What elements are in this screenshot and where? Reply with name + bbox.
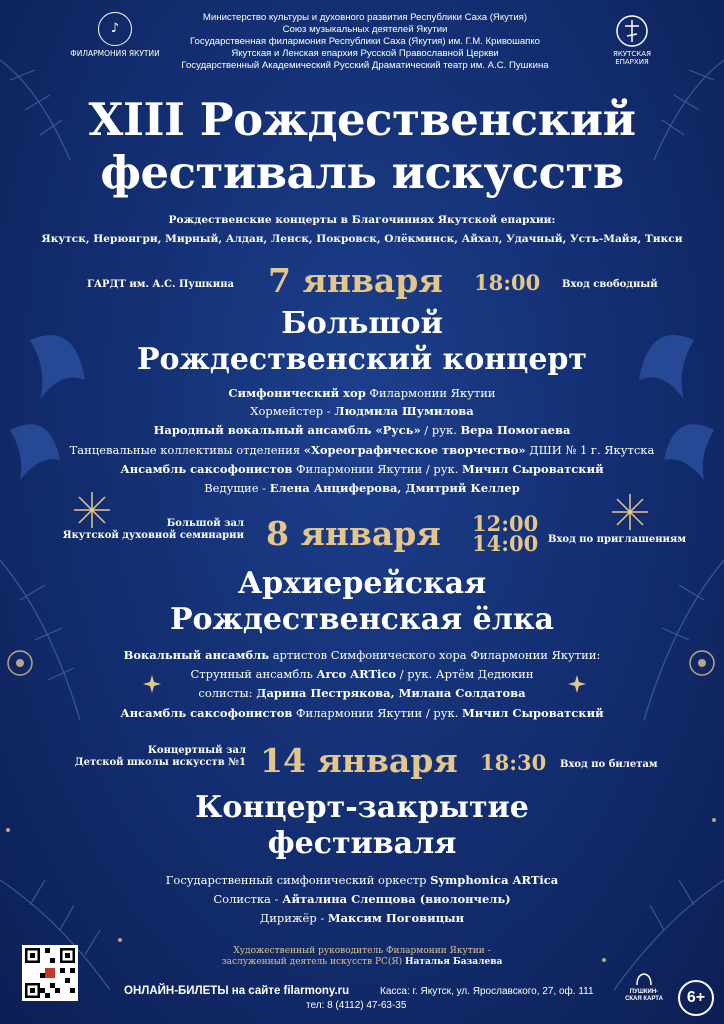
event-title-line: Рождественская ёлка [169, 602, 554, 637]
performer-line: Государственный симфонический оркестр Symphonica ARTica [165, 873, 559, 887]
organizers-list [160, 12, 570, 72]
performer-line: Хормейстер - Людмила Шумилова [250, 404, 474, 418]
event-date: 7 января [268, 261, 443, 300]
event-title-line: Архиерейская [237, 566, 487, 601]
phone-number: тел: 8 (4112) 47-63-35 [306, 1000, 407, 1011]
event-3-title [0, 790, 724, 862]
online-tickets-link[interactable]: ОНЛАЙН-БИЛЕТЫ на сайте filarmony.ru [124, 985, 350, 997]
philharmonic-logo-text: ФИЛАРМОНИЯ ЯКУТИИ [70, 49, 160, 58]
performer-line: Танцевальные коллективы отделения «Хореографическое творчество» ДШИ № 1 г. Якутска [69, 443, 655, 457]
artistic-director-credit [0, 946, 724, 968]
event-time: 14:00 [472, 531, 539, 556]
event-time: 12:00 [472, 511, 539, 536]
event-entry-info: Вход по приглашениям [548, 534, 687, 545]
event-venue-line: Якутской духовной семинарии [62, 530, 244, 541]
performer-line: Ансамбль саксофонистов Филармонии Якутии / рук. Мичил Сыроватский [120, 706, 604, 720]
performer-line: Солистка - Айталина Слепцова (виолончель) [213, 892, 511, 906]
event-2-info [0, 513, 724, 557]
event-title-line: Большой [281, 306, 443, 341]
event-title-line: фестиваля [267, 826, 457, 861]
event-venue-line: Детской школы искусств №1 [74, 757, 246, 768]
pushkin-card-text: ПУШКИН-СКАЯ КАРТА [625, 989, 663, 1002]
event-title-line: Концерт-закрытие [195, 790, 529, 825]
organizer-line: Государственный Академический Русский Драматический театр им. А.С. Пушкина [181, 60, 549, 71]
event-venue [20, 518, 244, 542]
performer-line: Струнный ансамбль Arco ARTico / рук. Артём Дедюкин [190, 667, 534, 681]
festival-title-line: XIII Рождественский [88, 93, 636, 146]
regional-cities-list: Якутск, Нерюнгри, Мирный, Алдан, Ленск, Покровск, Олёкминск, Айхал, Удачный, Усть-Майя, Тикси [41, 233, 683, 245]
organizer-line: Якутская и Ленская епархия Русской Православной Церкви [231, 48, 499, 59]
philharmonic-emblem-icon: ♪ [98, 12, 132, 46]
artistic-director-title: Художественный руководитель Филармонии Якутии - [233, 946, 491, 956]
event-entry-info: Вход по билетам [560, 759, 658, 770]
festival-title-line: фестиваль искусств [100, 146, 624, 199]
event-venue [14, 745, 246, 769]
star-sparkle-icon [568, 675, 586, 693]
event-2-title [0, 566, 724, 638]
event-time: 18:00 [474, 270, 541, 295]
qr-code-icon[interactable] [22, 945, 78, 1001]
event-3-info [0, 742, 724, 784]
age-rating-badge: 6+ [678, 980, 714, 1016]
eparchy-logo [606, 14, 658, 66]
performer-line: Симфонический хор Филармонии Якутии [228, 386, 496, 400]
event-venue: ГАРДТ им. А.С. Пушкина [86, 279, 234, 290]
pushkin-card-logo [624, 972, 664, 1003]
performer-line: солисты: Дарина Пестрякова, Милана Солдатова [198, 686, 526, 700]
event-date: 8 января [266, 514, 441, 553]
event-1-title [0, 306, 724, 378]
pushkin-card-icon [633, 972, 655, 986]
box-office-address: Касса: г. Якутск, ул. Ярославского, 27, оф. 111 [380, 986, 594, 997]
performer-line: Ведущие - Елена Анциферова, Дмитрий Келлер [204, 481, 520, 495]
organizer-line: Министерство культуры и духовного развития Республики Саха (Якутия) [202, 12, 528, 23]
star-sparkle-icon [143, 675, 161, 693]
performer-line: Вокальный ансамбль артистов Симфонического хора Филармонии Якутии: [123, 648, 601, 662]
performer-line: Дирижёр - Максим Поговицын [259, 911, 465, 925]
eparchy-emblem-icon [615, 14, 649, 48]
event-entry-info: Вход свободный [562, 279, 658, 290]
festival-title [0, 93, 724, 199]
organizer-line: Союз музыкальных деятелей Якутии [282, 24, 448, 35]
organizer-line: Государственная филармония Республики Саха (Якутия) им. Г.М. Кривошапко [189, 36, 541, 47]
event-venue-line: Концертный зал [147, 745, 246, 756]
event-venue-line: Большой зал [166, 518, 244, 529]
performer-line: Народный вокальный ансамбль «Русь» / рук. Вера Помогаева [153, 423, 571, 437]
philharmonic-logo [70, 12, 160, 58]
event-1-info [0, 262, 724, 302]
event-title-line: Рождественский концерт [136, 342, 587, 377]
performer-line: Ансамбль саксофонистов Филармонии Якутии / рук. Мичил Сыроватский [120, 462, 604, 476]
regional-concerts-heading: Рождественские концерты в Благочиниях Якутской епархии: [168, 214, 556, 226]
event-date: 14 января [260, 741, 458, 780]
event-time: 18:30 [480, 750, 547, 775]
artistic-director-line: заслуженный деятель искусств РС(Я) Наталья Базалева [221, 957, 503, 967]
eparchy-logo-text: ЯКУТСКАЯ ЕПАРХИЯ [613, 50, 651, 66]
